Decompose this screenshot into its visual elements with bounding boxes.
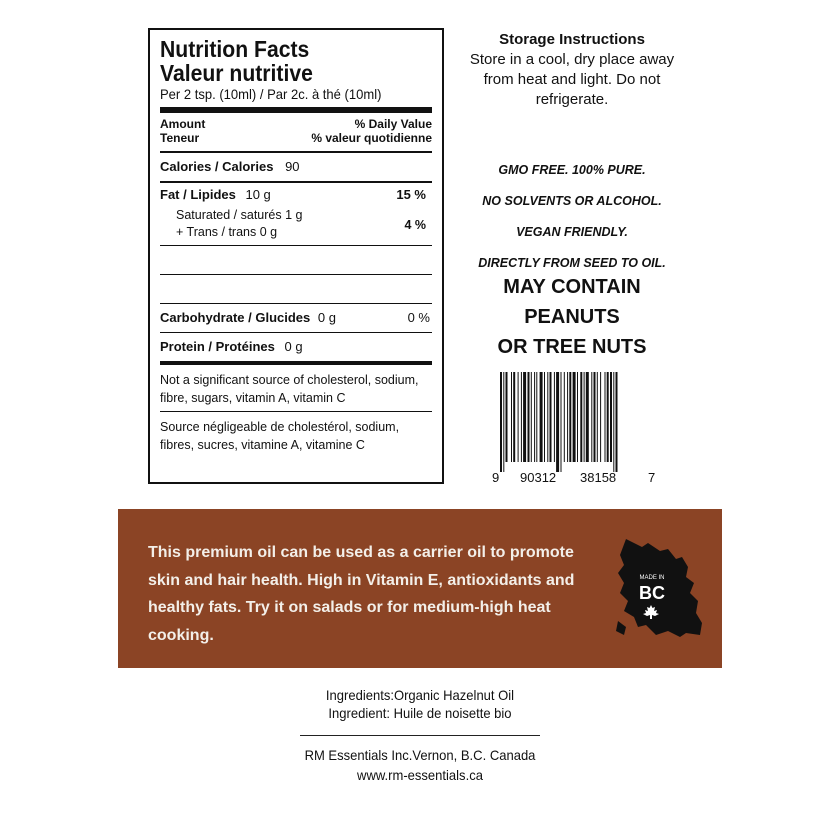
trans-label: + Trans / trans 0 g bbox=[176, 225, 278, 239]
note-french: Source négligeable de cholestérol, sodium, fibres, sucres, vitamine A, vitamine C bbox=[160, 420, 400, 452]
ingredients-fr: Ingredient: Huile de noisette bio bbox=[328, 705, 512, 721]
fat-label: Fat / Lipides bbox=[160, 187, 236, 202]
claim-vegan: VEGAN FRIENDLY. bbox=[516, 225, 628, 239]
nutrition-title-en: Nutrition Facts bbox=[160, 36, 310, 62]
protein-value: 0 g bbox=[284, 339, 303, 354]
ingredients-en: Ingredients:Organic Hazelnut Oil bbox=[325, 687, 515, 703]
protein-row bbox=[160, 333, 432, 361]
saturated-trans-row bbox=[160, 207, 432, 245]
barcode-digit-last: 7 bbox=[648, 470, 656, 485]
nutrition-title-fr: Valeur nutritive bbox=[160, 60, 313, 86]
company-name: RM Essentials Inc.Vernon, B.C. Canada bbox=[304, 747, 536, 763]
storage-text: Store in a cool, dry place away from heat and light. Do not refrigerate. bbox=[469, 51, 675, 108]
calories-value: 90 bbox=[285, 159, 300, 174]
fat-percent: 15 % bbox=[396, 187, 426, 202]
blank-row bbox=[160, 246, 432, 274]
sat-trans-percent: 4 % bbox=[404, 218, 426, 232]
carb-value: 0 g bbox=[317, 310, 336, 325]
maple-leaf-icon bbox=[643, 605, 659, 619]
product-description: This premium oil can be used as a carrier oil to promote skin and hair health. High in Vitamin E, antioxidants and healthy fats. Try it on salads or for medium-high heat cooking. bbox=[148, 544, 575, 644]
carb-label: Carbohydrate / Glucides bbox=[160, 310, 311, 325]
carbohydrate-row bbox=[160, 304, 432, 332]
amount-label: Amount bbox=[160, 117, 206, 131]
allergy-line-3: OR TREE NUTS bbox=[497, 336, 647, 358]
barcode-digit-group-2: 38158 bbox=[580, 470, 617, 485]
serving-size: Per 2 tsp. (10ml) / Par 2c. à thé (10ml) bbox=[160, 86, 382, 102]
daily-value-label: % Daily Value bbox=[354, 117, 432, 131]
product-claims bbox=[466, 160, 678, 284]
made-in-label: MADE IN bbox=[639, 575, 665, 581]
nutrition-facts-table bbox=[148, 28, 444, 484]
allergy-line-2: PEANUTS bbox=[524, 306, 620, 328]
claim-seed-to-oil: DIRECTLY FROM SEED TO OIL. bbox=[478, 256, 666, 270]
claim-no-solvents: NO SOLVENTS OR ALCOHOL. bbox=[482, 194, 662, 208]
note-english: Not a significant source of cholesterol, sodium, fibre, sugars, vitamin A, vitamin C bbox=[160, 373, 419, 405]
allergy-line-1: MAY CONTAIN bbox=[503, 276, 641, 298]
divider-line bbox=[300, 735, 540, 736]
calories-label: Calories / Calories bbox=[160, 159, 274, 174]
ingredients bbox=[262, 686, 578, 722]
protein-label: Protein / Protéines bbox=[160, 339, 275, 354]
calories-row bbox=[160, 153, 432, 181]
carb-percent: 0 % bbox=[407, 310, 430, 325]
fat-value: 10 g bbox=[245, 187, 271, 202]
barcode-digit-group-1: 90312 bbox=[520, 470, 557, 485]
allergy-warning bbox=[466, 272, 678, 362]
company-website[interactable]: www.rm-essentials.ca bbox=[357, 767, 483, 783]
valeur-quotidienne-label: % valeur quotidienne bbox=[311, 131, 432, 145]
barcode bbox=[492, 372, 660, 490]
description-band bbox=[118, 509, 722, 668]
table-header-row bbox=[160, 113, 432, 151]
claim-gmo-free: GMO FREE. 100% PURE. bbox=[498, 163, 646, 177]
barcode-digit-1: 9 bbox=[492, 470, 500, 485]
barcode-bars bbox=[492, 372, 660, 472]
blank-row bbox=[160, 275, 432, 303]
storage-heading: Storage Instructions bbox=[499, 31, 645, 48]
company-info bbox=[262, 745, 578, 785]
fat-row bbox=[160, 183, 432, 207]
saturated-value: 1 g bbox=[285, 208, 303, 222]
saturated-label: Saturated / saturés bbox=[176, 208, 282, 222]
teneur-label: Teneur bbox=[160, 131, 200, 145]
bc-label: BC bbox=[639, 583, 665, 603]
storage-instructions bbox=[466, 30, 678, 110]
